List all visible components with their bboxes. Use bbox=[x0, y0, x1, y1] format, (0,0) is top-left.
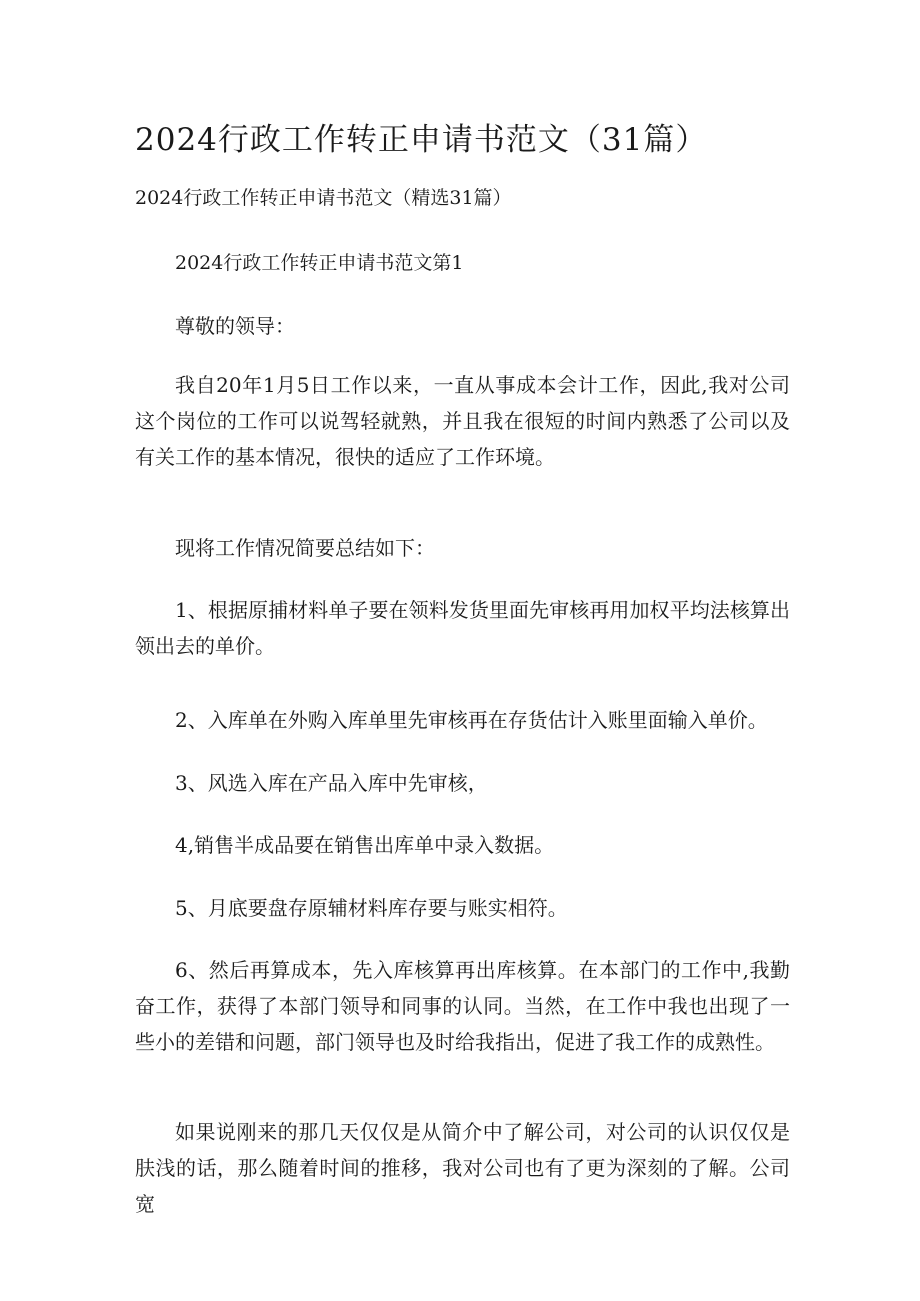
salutation: 尊敬的领导： bbox=[175, 314, 295, 338]
section-heading: 2024行政工作转正申请书范文第1 bbox=[175, 252, 464, 274]
paragraph-item-4: 4,销售半成品要在销售出库单中录入数据。 bbox=[175, 833, 555, 857]
document-title: 2024行政工作转正申请书范文（31篇） bbox=[135, 122, 708, 158]
paragraph-item-2: 2、入库单在外购入库单里先审核再在存货估计入账里面输入单价。 bbox=[175, 708, 768, 732]
paragraph-item-5: 5、月底要盘存原辅材料库存要与账实相符。 bbox=[175, 896, 568, 920]
paragraph-understanding: 如果说刚来的那几天仅仅是从简介中了解公司，对公司的认识仅仅是肤浅的话，那么随着时间的推移，我对公司也有了更为深刻的了解。公司宽 bbox=[135, 1120, 790, 1216]
paragraph-item-1: 1、根据原捕材料单子要在领料发货里面先审核再用加权平均法核算出领出去的单价。 bbox=[135, 598, 790, 658]
paragraph-intro: 我自20年1月5日工作以来，一直从事成本会计工作，因此,我对公司这个岗位的工作可以说驾轻就熟，并且我在很短的时间内熟悉了公司以及有关工作的基本情况，很快的适应了工作环境。 bbox=[135, 373, 790, 469]
paragraph-item-6: 6、然后再算成本，先入库核算再出库核算。在本部门的工作中,我勤奋工作，获得了本部门领导和同事的认同。当然，在工作中我也出现了一些小的差错和问题，部门领导也及时给我指出，促进了我工作的成熟性。 bbox=[135, 958, 790, 1054]
paragraph-item-3: 3、风选入库在产品入库中先审核， bbox=[175, 771, 488, 795]
document-subtitle: 2024行政工作转正申请书范文（精选31篇） bbox=[135, 187, 512, 209]
paragraph-summary-lead: 现将工作情况简要总结如下： bbox=[175, 536, 435, 560]
